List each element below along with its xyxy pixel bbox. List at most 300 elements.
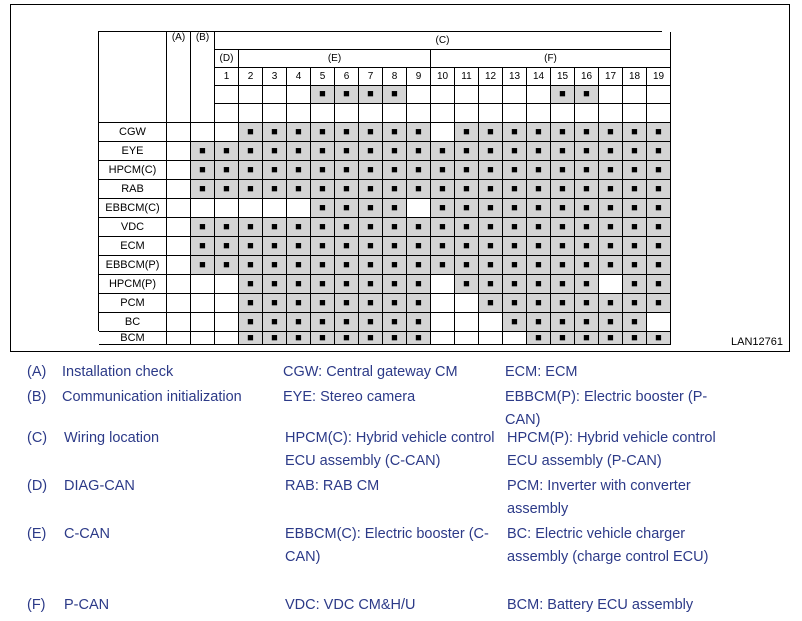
col-number: 6 — [335, 68, 359, 86]
marker: ■ — [391, 201, 398, 214]
marker: ■ — [463, 163, 470, 176]
marker: ■ — [487, 201, 494, 214]
col-b-cell — [191, 332, 215, 345]
data-cell — [359, 275, 383, 294]
marker: ■ — [247, 331, 254, 344]
marker: ■ — [583, 144, 590, 157]
spacer-cell — [455, 104, 479, 123]
marker: ■ — [463, 125, 470, 138]
marker: ■ — [247, 220, 254, 233]
marker: ■ — [223, 258, 230, 271]
top-mark-cell — [575, 86, 599, 104]
col-number: 8 — [383, 68, 407, 86]
marker: ■ — [583, 220, 590, 233]
data-cell — [263, 180, 287, 199]
spacer-cell — [527, 104, 551, 123]
data-cell — [575, 142, 599, 161]
abbr-ecm: ECM: ECM — [505, 364, 578, 380]
data-cell — [359, 256, 383, 275]
marker: ■ — [343, 296, 350, 309]
col-b-cell — [191, 161, 215, 180]
data-cell — [575, 256, 599, 275]
marker: ■ — [367, 182, 374, 195]
marker: ■ — [607, 201, 614, 214]
marker: ■ — [271, 277, 278, 290]
marker: ■ — [295, 331, 302, 344]
data-cell — [407, 275, 431, 294]
marker: ■ — [607, 239, 614, 252]
marker: ■ — [295, 182, 302, 195]
marker: ■ — [319, 201, 326, 214]
abbr-ebbcm-p: EBBCM(P): Electric booster (P-CAN) — [505, 389, 708, 428]
data-cell — [455, 142, 479, 161]
col-a-cell — [167, 256, 191, 275]
legend-code-d: (D) — [27, 478, 48, 494]
top-mark-cell — [503, 86, 527, 104]
data-cell — [575, 180, 599, 199]
marker: ■ — [391, 125, 398, 138]
top-mark-cell — [431, 86, 455, 104]
data-cell — [599, 199, 623, 218]
marker: ■ — [655, 144, 662, 157]
marker: ■ — [535, 331, 542, 344]
col-b-cell — [191, 199, 215, 218]
marker: ■ — [631, 277, 638, 290]
data-cell — [287, 218, 311, 237]
data-cell — [503, 332, 527, 345]
data-cell — [527, 313, 551, 332]
marker: ■ — [487, 220, 494, 233]
legend-text-a: Installation check — [62, 364, 174, 380]
col-number: 1 — [215, 68, 239, 86]
col-number: 13 — [503, 68, 527, 86]
abbr-cgw: CGW: Central gateway CM — [283, 364, 458, 380]
data-cell — [335, 123, 359, 142]
col-b-cell — [191, 218, 215, 237]
marker: ■ — [463, 182, 470, 195]
spacer-cell — [239, 104, 263, 123]
top-mark-cell — [527, 86, 551, 104]
marker: ■ — [607, 182, 614, 195]
marker: ■ — [415, 220, 422, 233]
data-cell — [431, 237, 455, 256]
marker: ■ — [343, 331, 350, 344]
marker: ■ — [655, 163, 662, 176]
data-cell — [215, 123, 239, 142]
col-number: 4 — [287, 68, 311, 86]
data-cell — [287, 142, 311, 161]
marker: ■ — [415, 182, 422, 195]
data-cell — [623, 123, 647, 142]
data-cell — [383, 332, 407, 345]
data-cell — [215, 180, 239, 199]
marker: ■ — [391, 277, 398, 290]
data-cell — [623, 199, 647, 218]
top-mark-cell — [359, 86, 383, 104]
data-cell — [383, 237, 407, 256]
spacer-cell — [575, 104, 599, 123]
marker: ■ — [511, 182, 518, 195]
spacer-cell — [479, 104, 503, 123]
abbr-bc: BC: Electric vehicle charger assembly (charge control ECU) — [507, 526, 709, 565]
marker: ■ — [535, 125, 542, 138]
marker: ■ — [511, 277, 518, 290]
marker: ■ — [415, 315, 422, 328]
marker: ■ — [367, 220, 374, 233]
marker: ■ — [463, 201, 470, 214]
legend-text-f: P-CAN — [64, 597, 110, 613]
marker: ■ — [583, 296, 590, 309]
col-a-cell — [167, 218, 191, 237]
data-cell — [623, 275, 647, 294]
data-cell — [239, 256, 263, 275]
data-cell — [215, 237, 239, 256]
top-mark-cell — [599, 86, 623, 104]
data-cell — [527, 180, 551, 199]
data-cell — [551, 313, 575, 332]
data-cell — [599, 332, 623, 345]
marker: ■ — [295, 277, 302, 290]
top-mark-cell — [407, 86, 431, 104]
marker: ■ — [223, 239, 230, 252]
marker: ■ — [559, 296, 566, 309]
data-cell — [359, 180, 383, 199]
marker: ■ — [487, 125, 494, 138]
data-cell — [335, 313, 359, 332]
data-cell — [407, 180, 431, 199]
legend-text-c: Wiring location — [64, 430, 160, 446]
spacer-cell — [599, 104, 623, 123]
marker: ■ — [559, 220, 566, 233]
data-cell — [455, 123, 479, 142]
marker: ■ — [631, 220, 638, 233]
data-cell — [503, 123, 527, 142]
marker: ■ — [391, 331, 398, 344]
data-cell — [479, 294, 503, 313]
marker: ■ — [367, 163, 374, 176]
spacer-cell — [335, 104, 359, 123]
data-cell — [311, 237, 335, 256]
data-cell — [599, 161, 623, 180]
col-b-cell — [191, 313, 215, 332]
row-label: CGW — [99, 123, 167, 142]
marker: ■ — [559, 144, 566, 157]
marker: ■ — [367, 277, 374, 290]
data-cell — [647, 218, 671, 237]
marker: ■ — [559, 88, 566, 100]
data-cell — [359, 237, 383, 256]
data-cell — [623, 237, 647, 256]
marker: ■ — [607, 163, 614, 176]
data-cell — [647, 161, 671, 180]
data-cell — [335, 275, 359, 294]
data-cell — [479, 332, 503, 345]
data-cell — [455, 332, 479, 345]
col-b-cell — [191, 294, 215, 313]
col-a-cell — [167, 180, 191, 199]
col-a-cell — [167, 275, 191, 294]
marker: ■ — [535, 277, 542, 290]
data-cell — [599, 123, 623, 142]
col-a-cell — [167, 161, 191, 180]
data-cell — [623, 142, 647, 161]
marker: ■ — [319, 331, 326, 344]
marker: ■ — [631, 201, 638, 214]
marker: ■ — [535, 182, 542, 195]
marker: ■ — [415, 258, 422, 271]
marker: ■ — [607, 315, 614, 328]
data-cell — [647, 199, 671, 218]
data-cell — [287, 332, 311, 345]
marker: ■ — [511, 125, 518, 138]
top-mark-cell — [623, 86, 647, 104]
marker: ■ — [343, 88, 350, 100]
legend-text-d: DIAG-CAN — [64, 478, 135, 494]
marker: ■ — [367, 258, 374, 271]
col-b-cell — [191, 180, 215, 199]
marker: ■ — [247, 239, 254, 252]
marker: ■ — [415, 296, 422, 309]
marker: ■ — [439, 239, 446, 252]
data-cell — [239, 161, 263, 180]
col-number: 19 — [647, 68, 671, 86]
data-cell — [383, 313, 407, 332]
marker: ■ — [271, 220, 278, 233]
data-cell — [287, 294, 311, 313]
marker: ■ — [271, 331, 278, 344]
data-cell — [287, 313, 311, 332]
data-cell — [647, 313, 671, 332]
data-cell — [311, 199, 335, 218]
data-cell — [551, 199, 575, 218]
marker: ■ — [319, 220, 326, 233]
col-number: 16 — [575, 68, 599, 86]
data-cell — [335, 256, 359, 275]
data-cell — [311, 161, 335, 180]
marker: ■ — [559, 182, 566, 195]
data-cell — [647, 180, 671, 199]
data-cell — [455, 256, 479, 275]
marker: ■ — [511, 163, 518, 176]
data-cell — [359, 142, 383, 161]
data-cell — [599, 237, 623, 256]
data-cell — [455, 199, 479, 218]
row-label: EBBCM(C) — [99, 199, 167, 218]
marker: ■ — [343, 258, 350, 271]
data-cell — [575, 237, 599, 256]
col-a-cell — [167, 332, 191, 345]
data-cell — [527, 275, 551, 294]
marker: ■ — [655, 277, 662, 290]
marker: ■ — [559, 239, 566, 252]
data-cell — [359, 123, 383, 142]
data-cell — [407, 294, 431, 313]
data-cell — [479, 142, 503, 161]
top-mark-cell — [479, 86, 503, 104]
marker: ■ — [343, 125, 350, 138]
marker: ■ — [391, 239, 398, 252]
marker: ■ — [391, 144, 398, 157]
data-cell — [431, 256, 455, 275]
marker: ■ — [271, 239, 278, 252]
data-cell — [407, 199, 431, 218]
marker: ■ — [583, 315, 590, 328]
data-cell — [407, 142, 431, 161]
data-cell — [335, 294, 359, 313]
marker: ■ — [607, 220, 614, 233]
marker: ■ — [535, 163, 542, 176]
col-number: 2 — [239, 68, 263, 86]
marker: ■ — [559, 331, 566, 344]
col-number: 9 — [407, 68, 431, 86]
data-cell — [527, 218, 551, 237]
marker: ■ — [247, 182, 254, 195]
marker: ■ — [583, 182, 590, 195]
marker: ■ — [487, 258, 494, 271]
data-cell — [623, 294, 647, 313]
marker: ■ — [343, 144, 350, 157]
col-a-cell — [167, 294, 191, 313]
data-cell — [527, 332, 551, 345]
marker: ■ — [559, 163, 566, 176]
data-cell — [287, 180, 311, 199]
marker: ■ — [271, 182, 278, 195]
marker: ■ — [607, 144, 614, 157]
data-cell — [647, 142, 671, 161]
data-cell — [311, 313, 335, 332]
top-mark-cell — [215, 86, 239, 104]
data-cell — [215, 294, 239, 313]
data-cell — [455, 237, 479, 256]
col-number: 17 — [599, 68, 623, 86]
data-cell — [359, 218, 383, 237]
data-cell — [527, 142, 551, 161]
data-cell — [263, 237, 287, 256]
data-cell — [263, 275, 287, 294]
abbr-eye: EYE: Stereo camera — [283, 389, 416, 405]
marker: ■ — [247, 277, 254, 290]
data-cell — [455, 161, 479, 180]
marker: ■ — [631, 125, 638, 138]
marker: ■ — [319, 258, 326, 271]
marker: ■ — [199, 220, 206, 233]
marker: ■ — [391, 220, 398, 233]
marker: ■ — [223, 163, 230, 176]
marker: ■ — [199, 239, 206, 252]
marker: ■ — [295, 163, 302, 176]
marker: ■ — [223, 220, 230, 233]
marker: ■ — [223, 182, 230, 195]
marker: ■ — [535, 296, 542, 309]
marker: ■ — [415, 277, 422, 290]
data-cell — [551, 161, 575, 180]
marker: ■ — [415, 331, 422, 344]
data-cell — [623, 256, 647, 275]
marker: ■ — [631, 144, 638, 157]
data-cell — [551, 142, 575, 161]
figure-id: LAN12761 — [731, 336, 783, 348]
data-cell — [239, 313, 263, 332]
marker: ■ — [511, 239, 518, 252]
marker: ■ — [319, 163, 326, 176]
data-cell — [311, 180, 335, 199]
data-cell — [575, 199, 599, 218]
data-cell — [503, 180, 527, 199]
data-cell — [623, 161, 647, 180]
col-b-cell — [191, 275, 215, 294]
data-cell — [215, 332, 239, 345]
data-cell — [431, 218, 455, 237]
data-cell — [431, 199, 455, 218]
marker: ■ — [319, 277, 326, 290]
row-label: EYE — [99, 142, 167, 161]
marker: ■ — [511, 296, 518, 309]
data-cell — [359, 161, 383, 180]
marker: ■ — [511, 315, 518, 328]
data-cell — [215, 161, 239, 180]
data-cell — [287, 199, 311, 218]
data-cell — [599, 294, 623, 313]
marker: ■ — [439, 220, 446, 233]
col-number: 18 — [623, 68, 647, 86]
data-cell — [335, 237, 359, 256]
spacer-cell — [287, 104, 311, 123]
marker: ■ — [583, 201, 590, 214]
data-cell — [647, 256, 671, 275]
header-b: (B) — [191, 32, 215, 123]
marker: ■ — [439, 201, 446, 214]
data-cell — [479, 199, 503, 218]
col-number: 12 — [479, 68, 503, 86]
data-cell — [503, 275, 527, 294]
legend-code-c: (C) — [27, 430, 48, 446]
marker: ■ — [439, 163, 446, 176]
data-cell — [239, 180, 263, 199]
data-cell — [239, 332, 263, 345]
data-cell — [479, 218, 503, 237]
data-cell — [263, 123, 287, 142]
marker: ■ — [199, 182, 206, 195]
data-cell — [263, 161, 287, 180]
marker: ■ — [559, 125, 566, 138]
col-a-cell — [167, 237, 191, 256]
top-mark-cell — [287, 86, 311, 104]
data-cell — [551, 332, 575, 345]
top-mark-cell — [383, 86, 407, 104]
marker: ■ — [271, 296, 278, 309]
top-mark-cell — [239, 86, 263, 104]
marker: ■ — [463, 239, 470, 252]
spacer-cell — [263, 104, 287, 123]
spacer-cell — [431, 104, 455, 123]
col-number: 7 — [359, 68, 383, 86]
data-cell — [383, 294, 407, 313]
legend-code-e: (E) — [27, 526, 47, 542]
marker: ■ — [631, 258, 638, 271]
data-cell — [431, 313, 455, 332]
row-label: VDC — [99, 218, 167, 237]
data-cell — [263, 294, 287, 313]
data-cell — [239, 123, 263, 142]
data-cell — [551, 237, 575, 256]
legend-code-a: (A) — [27, 364, 47, 380]
marker: ■ — [295, 315, 302, 328]
data-cell — [551, 256, 575, 275]
data-cell — [479, 275, 503, 294]
abbr-pcm: PCM: Inverter with converter assembly — [507, 478, 691, 517]
data-cell — [431, 142, 455, 161]
marker: ■ — [367, 331, 374, 344]
